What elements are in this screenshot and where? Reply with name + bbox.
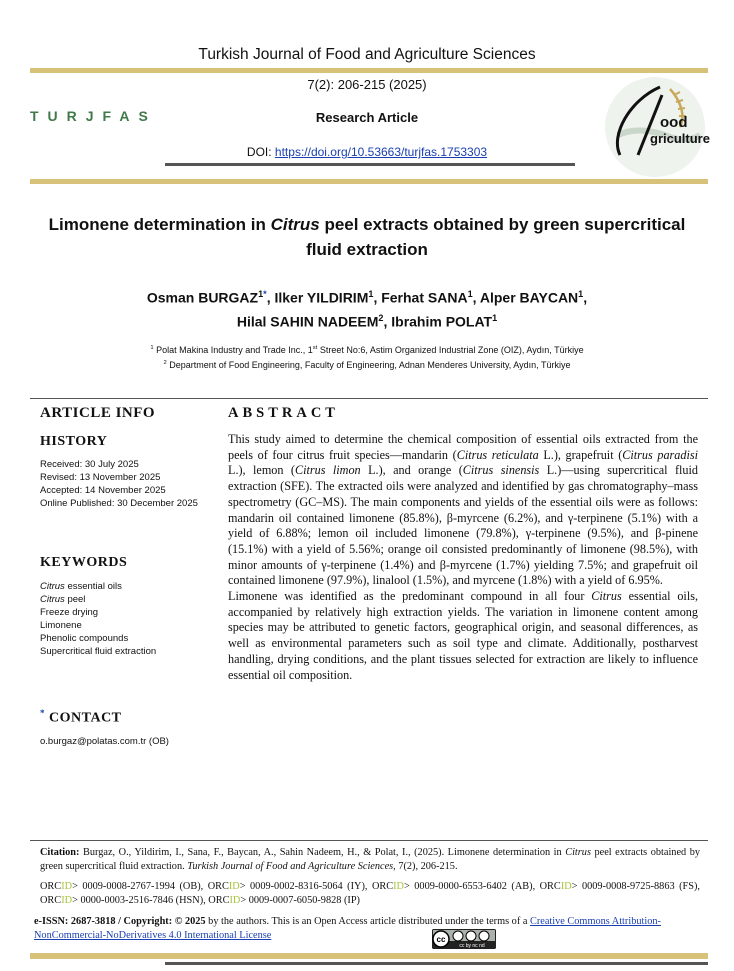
author-name: Osman BURGAZ xyxy=(146,289,259,306)
keyword: Freeze drying xyxy=(40,607,99,618)
affiliations xyxy=(60,342,674,372)
citation: Citation: Burgaz, O., Yildirim, I., Sana, F., Baycan, A., Sahin Nadeem, H., & Polat, I., (2025). Limonene determination in Citrus peel extracts obtained by green supercritical fluid extraction. Turkish Journal of Food and Agriculture Sciences, 7(2), 206-215. xyxy=(40,847,701,872)
logo-text-agriculture: griculture xyxy=(650,131,710,146)
abstract-paragraph-1: This study aimed to determine the chemical composition of essential oils extracted from the peels of four citrus fruit species—mandarin (Citrus reticulata L.), grapefruit (Citrus paradisi L.), lemon (Citrus limon L.), and orange (Citrus sinensis L.)—using supercritical fluid extraction (SFE). The extracted oils were analyzed and identified by gas chromatography–mass spectrometry (GC–MS). The main components and yields of the essential oils were as follows: mandarin oil contained limonene (85.8%), β-myrcene (6.2%), and γ-terpinene (5.1%) with a yield of 6.88%; lemon oil included limonene (79.8%), γ-terpinene (9.5%), and β-pinene (15.1%) with a yield of 5.56%; orange oil consisted predominantly of limonene (98.5%), with minor amounts of γ-terpinene (1.4%) and β-myrcene (1.7%) yielding 7.5%; and grapefruit oil contained limonene (97.9%), linalool (1.5%), and myrcene (1.8%) with a yield of 6.95%. xyxy=(228,432,698,588)
citation-label: Citation: xyxy=(40,847,80,858)
license-link[interactable]: Creative Commons Attribution- xyxy=(529,916,661,927)
nc-icon xyxy=(466,931,476,941)
issn-copyright: e-ISSN: 2687-3818 / Copyright: © 2025 xyxy=(34,916,206,927)
footer-divider xyxy=(30,840,708,841)
logo-text-food: ood xyxy=(660,114,688,131)
doi-label: DOI: xyxy=(246,145,275,159)
food-agriculture-logo xyxy=(600,75,710,179)
orcid-icon: ID xyxy=(61,881,73,892)
abstract-paragraph-2: Limonene was identified as the predominant compound in all four Citrus essential oils, accompanied by relatively high extraction yields. The variation in limonene content among species may be attributed to genetic factors, geographical origin, and seasonal differences, as well as environmental parameters such as soil type and climate. Additionally, postharvest handling, drying conditions, and the plant tissues selected for extraction are likely to influence essential oil composition. xyxy=(228,589,698,682)
author-list: Osman $BURGAZ^{1*}$, Ilker YILDIRIM$^1$, Ferhat SANA$^1$, Alper BAYCAN$^1$, Hilal SAHIN NADEEM$^2$, Ibrahim POLAT$^1$ xyxy=(146,289,588,330)
keyword-list xyxy=(40,580,215,658)
article-type: Research Article xyxy=(315,110,419,125)
abstract-column xyxy=(228,405,698,683)
orcid-icon: ID xyxy=(61,895,73,906)
nd-icon xyxy=(479,931,489,941)
journal-brand: TURJFAS xyxy=(30,108,157,124)
orcid-entry[interactable]: ORCID> 0009-0008-2767-1994 (OB), xyxy=(40,881,208,892)
contact-heading: * CONTACT xyxy=(40,708,122,726)
volume-issue: 7(2): 206-215 (2025) xyxy=(307,77,427,92)
orcid-entry[interactable]: ORCID> 0000-0003-2516-7846 (HSN), xyxy=(40,895,209,906)
keyword: Citrus essential oils xyxy=(40,581,122,592)
author-name: , Ferhat SANA xyxy=(373,289,468,306)
keyword: Citrus peel xyxy=(40,594,86,605)
history-heading: HISTORY xyxy=(40,434,108,449)
cc-badge-text: cc by nc nd xyxy=(459,943,485,949)
keywords-heading: KEYWORDS xyxy=(40,555,128,570)
doi-link[interactable]: https://doi.org/10.53663/turjfas.1753303 xyxy=(274,145,488,159)
affiliation-1: $^1$ Polat Makina Industry and Trade Inc., 1st Street No:6, Astim Organized Industrial Zone (OIZ), Aydın, Türkiye xyxy=(150,345,584,355)
keyword: Supercritical fluid extraction xyxy=(40,646,157,657)
keyword: Phenolic compounds xyxy=(40,633,129,644)
orcid-entry[interactable]: ORCID> 0009-0008-9725-8863 (FS), xyxy=(539,881,700,892)
author-name: , Ibrahim POLAT xyxy=(383,313,493,330)
license-link-2[interactable]: NonCommercial-NoDerivatives 4.0 International License xyxy=(34,930,272,941)
article-info-heading: ARTICLE INFO xyxy=(40,405,156,421)
journal-name: Turkish Journal of Food and Agriculture Sciences xyxy=(198,46,536,63)
cc-license-badge[interactable] xyxy=(432,929,496,949)
history-accepted: Accepted: 14 November 2025 xyxy=(40,485,166,496)
article-title: Limonene determination in Citrus peel extracts obtained by green supercritical fluid extraction xyxy=(48,215,686,259)
affiliation-2: $^2$ Department of Food Engineering, Faculty of Engineering, Adnan Menderes University, Aydın, Türkiye xyxy=(163,360,571,370)
contact-email: o.burgaz@polatas.com.tr (OB) xyxy=(40,735,169,747)
history-received: Received: 30 July 2025 xyxy=(40,459,139,470)
orcid-entry[interactable]: ORCID> 0009-0000-6553-6402 (AB), xyxy=(371,881,540,892)
history-revised: Revised: 13 November 2025 xyxy=(40,472,161,483)
orcid-icon: ID xyxy=(229,895,241,906)
author-name: , Alper BAYCAN xyxy=(472,289,579,306)
header-gold-bar xyxy=(30,68,708,73)
license-statement: e-ISSN: 2687-3818 / Copyright: © 2025 by the authors. This is an Open Access article distributed under the terms of a Creative Commons Attribution- NonCommercial-NoDerivatives 4.0 International License xyxy=(34,916,661,941)
author-name: , Ilker YILDIRIM xyxy=(266,289,369,306)
abstract-heading: ABSTRACT xyxy=(228,405,339,421)
history-list xyxy=(40,458,215,510)
footer-gold-bar xyxy=(30,953,708,959)
orcid-icon: ID xyxy=(560,881,572,892)
orcid-entry[interactable]: ORCID> 0009-0007-6050-9828 (IP) xyxy=(208,895,360,906)
orcid-icon: ID xyxy=(228,881,240,892)
svg-text:cc: cc xyxy=(436,935,446,944)
history-published: Online Published: 30 December 2025 xyxy=(40,498,198,509)
orcid-icon: ID xyxy=(393,881,404,892)
footer-dark-bar xyxy=(165,962,708,965)
orcid-entry[interactable]: ORCID> 0009-0002-8316-5064 (IY), xyxy=(207,881,372,892)
header-gold-bar-lower xyxy=(30,179,708,184)
orcid-list xyxy=(40,880,700,908)
corresponding-star: * xyxy=(263,289,267,299)
article-info-column xyxy=(40,405,215,748)
by-icon xyxy=(453,931,463,941)
header-dark-bar xyxy=(165,163,575,166)
keyword: Limonene xyxy=(40,620,82,631)
author-name: Hilal SAHIN NADEEM xyxy=(236,313,379,330)
section-divider xyxy=(30,398,708,399)
